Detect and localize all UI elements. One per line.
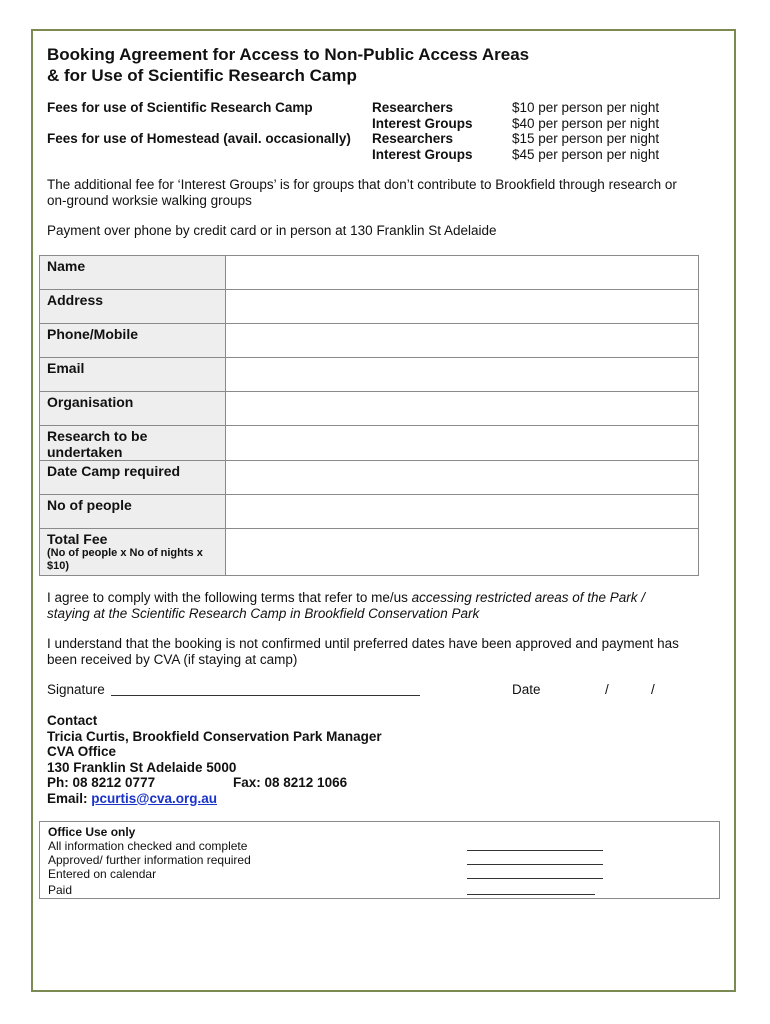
office-item-checked: All information checked and complete xyxy=(48,839,248,853)
contact-email-label: Email: xyxy=(47,790,92,806)
confirmation-line-2: been received by CVA (if staying at camp) xyxy=(47,652,298,667)
phone-label: Phone/Mobile xyxy=(40,324,226,358)
office-line-calendar[interactable] xyxy=(467,878,603,879)
fee-category-camp: Fees for use of Scientific Research Camp xyxy=(47,100,313,115)
additional-fee-note-line-2: on-ground worksie walking groups xyxy=(47,193,252,208)
address-field[interactable] xyxy=(226,290,699,324)
fee-price-camp-interest: $40 per person per night xyxy=(512,115,660,131)
people-field[interactable] xyxy=(226,495,699,529)
office-item-approved: Approved/ further information required xyxy=(48,853,251,867)
email-field[interactable] xyxy=(226,358,699,392)
contact-fax: Fax: 08 8212 1066 xyxy=(233,775,348,790)
contact-phone: Ph: 08 8212 0777 xyxy=(47,775,156,790)
page-title xyxy=(47,44,529,86)
office-item-calendar: Entered on calendar xyxy=(48,867,157,881)
office-line-checked[interactable] xyxy=(467,850,603,851)
contact-name: Tricia Curtis, Brookfield Conservation Park Manager xyxy=(47,728,382,744)
fee-price-homestead-interest: $45 per person per night xyxy=(512,146,660,162)
agreement-lead: I agree to comply with the following terms that refer to me/us xyxy=(47,590,412,605)
total-fee-cell xyxy=(40,529,226,576)
agreement-text xyxy=(47,590,645,622)
office-line-paid[interactable] xyxy=(467,894,595,895)
research-label: Research to be undertaken xyxy=(40,426,226,461)
agreement-italic-1: accessing restricted areas of the Park / xyxy=(411,590,646,605)
office-use-list xyxy=(48,825,251,897)
payment-note: Payment over phone by credit card or in person at 130 Franklin St Adelaide xyxy=(47,223,497,238)
fee-group-camp-interest: Interest Groups xyxy=(372,115,473,131)
confirmation-line-1: I understand that the booking is not confirmed until preferred dates have been approved and payment has xyxy=(47,636,679,651)
date-camp-label: Date Camp required xyxy=(40,461,226,495)
additional-fee-note-line-1: The additional fee for ‘Interest Groups’ is for groups that don’t contribute to Brookfield through research or xyxy=(47,177,677,192)
name-label: Name xyxy=(40,256,226,290)
contact-email-link[interactable]: pcurtis@cva.org.au xyxy=(91,790,217,806)
additional-fee-note xyxy=(47,177,677,209)
booking-form-table xyxy=(39,255,699,576)
fee-price-homestead-researchers: $15 per person per night xyxy=(512,131,660,146)
title-line-2: & for Use of Scientific Research Camp xyxy=(47,66,357,85)
office-item-paid: Paid xyxy=(48,883,73,897)
email-label: Email xyxy=(40,358,226,392)
signature-line[interactable] xyxy=(111,695,420,696)
total-fee-field[interactable] xyxy=(226,529,699,576)
contact-address: 130 Franklin St Adelaide 5000 xyxy=(47,759,237,775)
fee-group-homestead-researchers: Researchers xyxy=(372,131,454,146)
date-separator-2: / xyxy=(651,682,655,697)
contact-block xyxy=(47,713,382,806)
date-label: Date xyxy=(512,682,541,697)
fee-price-camp-researchers: $10 per person per night xyxy=(512,100,660,115)
fee-category-homestead: Fees for use of Homestead (avail. occasionally) xyxy=(47,131,351,146)
organisation-label: Organisation xyxy=(40,392,226,426)
address-label: Address xyxy=(40,290,226,324)
confirmation-text xyxy=(47,636,679,668)
title-line-1: Booking Agreement for Access to Non-Public Access Areas xyxy=(47,45,530,64)
organisation-field[interactable] xyxy=(226,392,699,426)
research-field[interactable] xyxy=(226,426,699,461)
date-camp-field[interactable] xyxy=(226,461,699,495)
date-separator-1: / xyxy=(605,682,609,697)
people-label: No of people xyxy=(40,495,226,529)
signature-label: Signature xyxy=(47,682,105,697)
contact-heading: Contact xyxy=(47,713,98,728)
total-fee-label: Total Fee xyxy=(47,531,108,547)
total-fee-sublabel: (No of people x No of nights x $10) xyxy=(47,547,203,572)
fee-group-camp-researchers: Researchers xyxy=(372,100,454,115)
name-field[interactable] xyxy=(226,256,699,290)
phone-field[interactable] xyxy=(226,324,699,358)
contact-office: CVA Office xyxy=(47,744,117,759)
fee-group-homestead-interest: Interest Groups xyxy=(372,146,473,162)
agreement-italic-2: staying at the Scientific Research Camp in Brookfield Conservation Park xyxy=(47,606,480,621)
office-use-heading: Office Use only xyxy=(48,825,136,839)
office-use-box xyxy=(39,821,720,899)
office-line-approved[interactable] xyxy=(467,864,603,865)
